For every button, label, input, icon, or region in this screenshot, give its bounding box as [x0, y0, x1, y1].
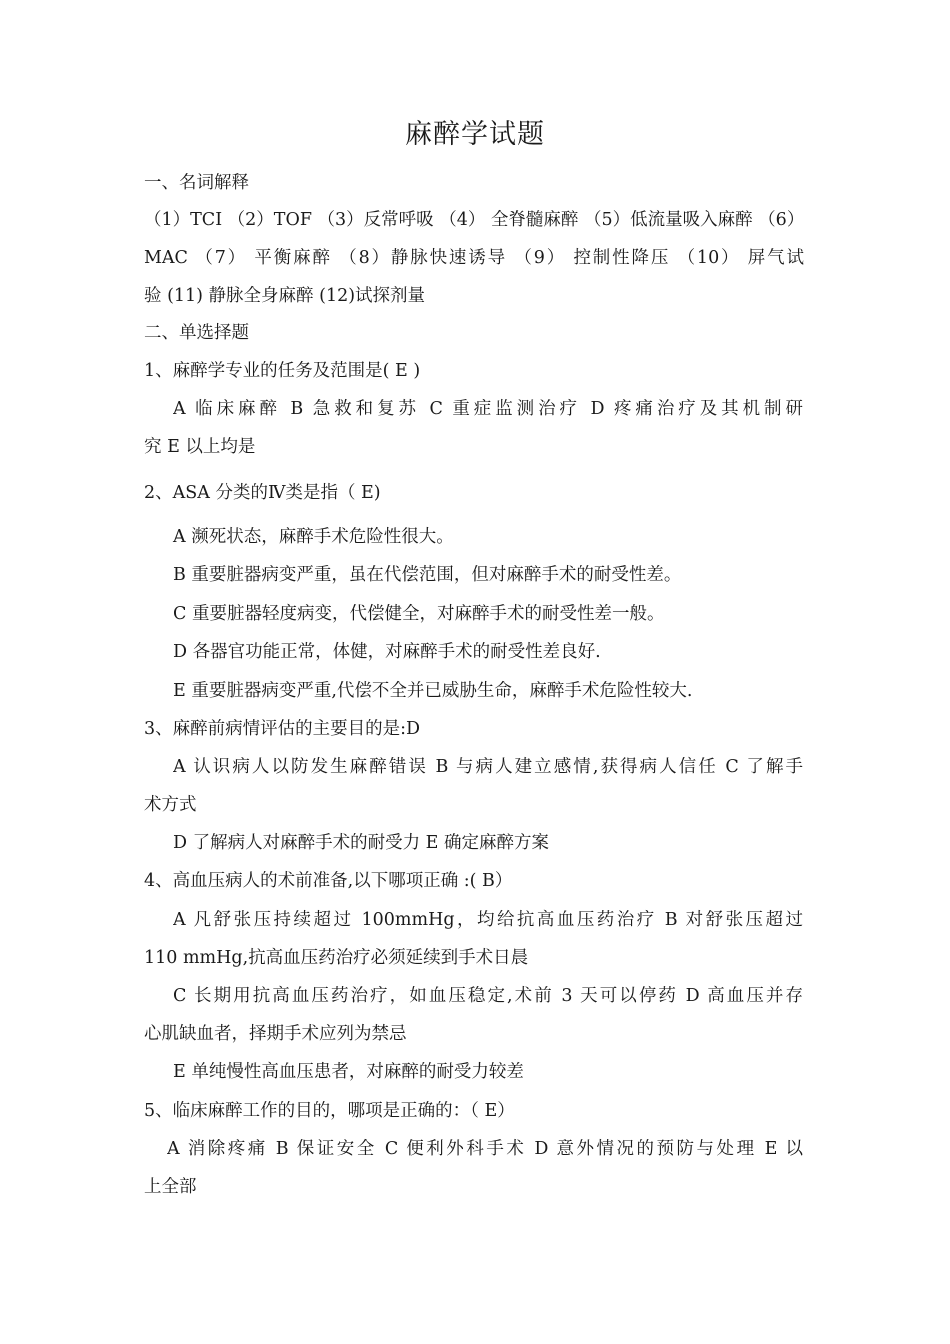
question-4-option-line: C 长期用抗高血压药治疗，如血压稳定,术前 3 天可以停药 D 高血压并存 — [173, 986, 803, 1006]
question-4-stem: 4、高血压病人的术前准备,以下哪项正确 :( B） — [144, 871, 513, 891]
terms-line-3: 验 (11) 静脉全身麻醉 (12)试探剂量 — [144, 286, 426, 306]
section-heading-terms: 一、名词解释 — [144, 173, 249, 193]
terms-line-2: MAC （7） 平衡麻醉 （8）静脉快速诱导 （9） 控制性降压 （10） 屏气试 — [144, 248, 804, 268]
question-1-option-line: 究 E 以上均是 — [144, 437, 256, 457]
question-4-option-line: A 凡舒张压持续超过 100mmHg，均给抗高血压药治疗 B 对舒张压超过 — [173, 910, 803, 930]
question-1-option-line: A 临床麻醉 B 急救和复苏 C 重症监测治疗 D 疼痛治疗及其机制研 — [173, 399, 803, 419]
question-3-stem: 3、麻醉前病情评估的主要目的是:D — [144, 719, 421, 739]
question-4-option-line: E 单纯慢性高血压患者，对麻醉的耐受力较差 — [173, 1062, 524, 1082]
question-3-option-line: 术方式 — [144, 795, 197, 815]
terms-line-1: （1）TCI （2）TOF （3）反常呼吸 （4） 全脊髓麻醉 （5）低流量吸入麻醉 （6） — [144, 210, 804, 230]
question-5-option-line: A 消除疼痛 B 保证安全 C 便利外科手术 D 意外情况的预防与处理 E 以 — [167, 1139, 803, 1159]
question-5-stem: 5、临床麻醉工作的目的，哪项是正确的：（ E） — [144, 1101, 515, 1121]
question-1-stem: 1、麻醉学专业的任务及范围是( E ) — [144, 361, 421, 381]
section-heading-single-choice: 二、单选择题 — [144, 323, 249, 343]
question-2-option-a: A 濒死状态，麻醉手术危险性很大。 — [173, 527, 454, 547]
question-2-option-d: D 各器官功能正常，体健，对麻醉手术的耐受性差良好. — [173, 642, 601, 662]
question-4-option-line: 心肌缺血者，择期手术应列为禁忌 — [144, 1024, 407, 1044]
question-3-option-line: A 认识病人以防发生麻醉错误 B 与病人建立感情,获得病人信任 C 了解手 — [173, 757, 803, 777]
question-2-option-e: E 重要脏器病变严重,代偿不全并已威胁生命，麻醉手术危险性较大. — [173, 681, 693, 701]
question-2-stem: 2、ASA 分类的Ⅳ类是指（ E) — [144, 483, 381, 503]
question-2-option-b: B 重要脏器病变严重，虽在代偿范围，但对麻醉手术的耐受性差。 — [173, 565, 682, 585]
question-5-option-line: 上全部 — [144, 1177, 197, 1197]
question-4-option-line: 110 mmHg,抗高血压药治疗必须延续到手术日晨 — [144, 948, 529, 968]
page-title: 麻醉学试题 — [405, 119, 545, 150]
question-2-option-c: C 重要脏器轻度病变，代偿健全，对麻醉手术的耐受性差一般。 — [173, 604, 665, 624]
question-3-option-line: D 了解病人对麻醉手术的耐受力 E 确定麻醉方案 — [173, 833, 549, 853]
